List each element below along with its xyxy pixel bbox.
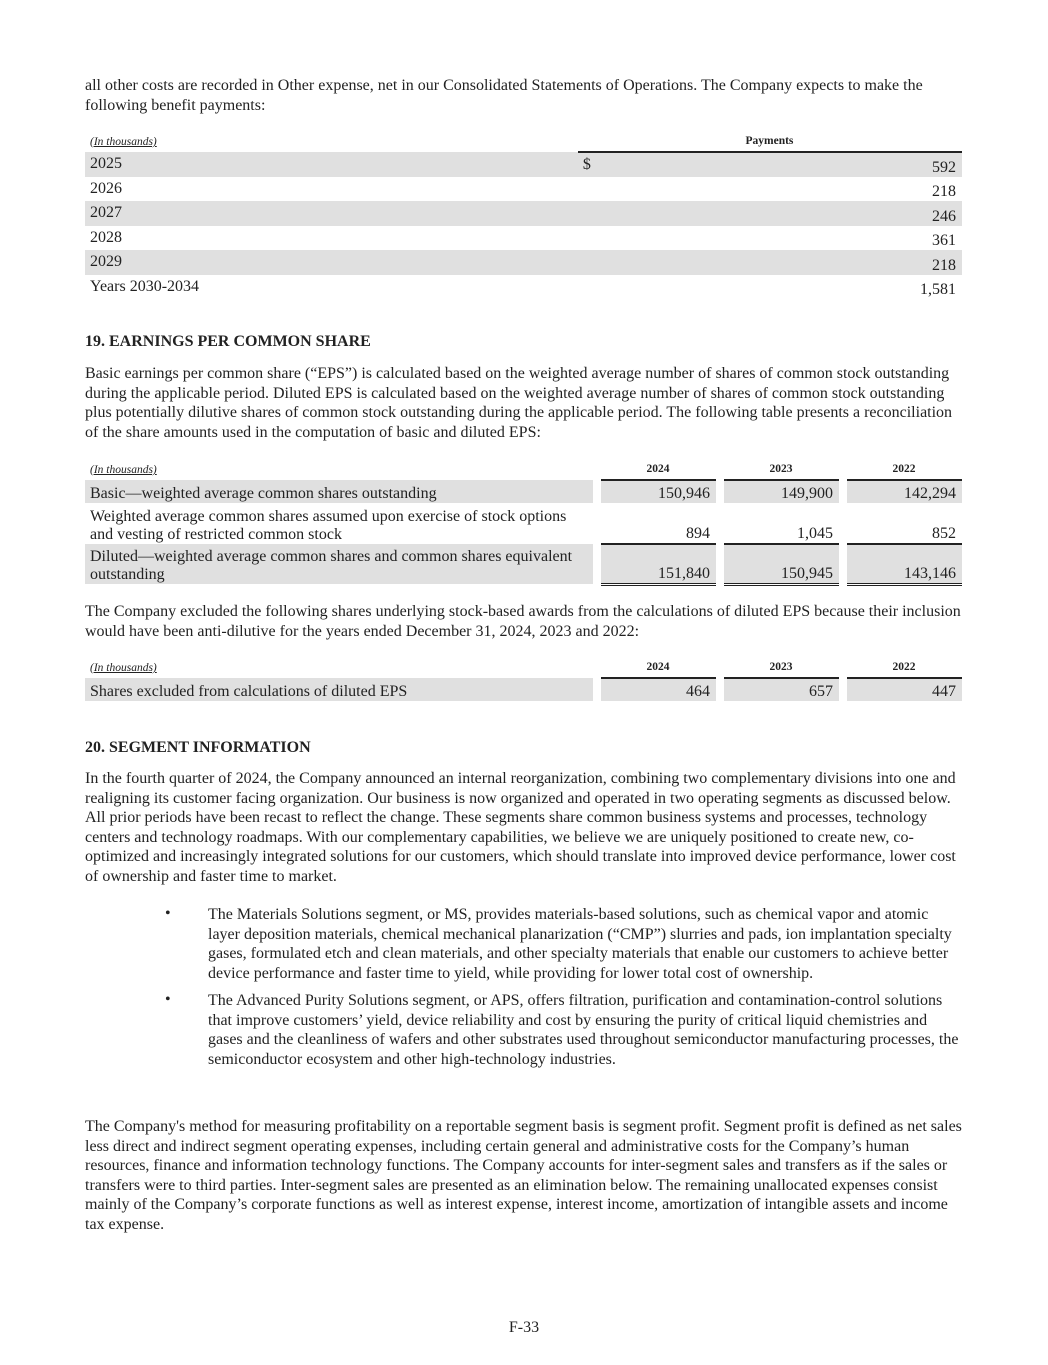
row-label: Diluted—weighted average common shares and common shares equivalent outstanding (85, 544, 593, 584)
spacer (839, 678, 847, 701)
row-label: Shares excluded from calculations of diluted EPS (85, 678, 593, 701)
spacer (716, 658, 724, 678)
bullet-item (85, 905, 962, 983)
spacer (593, 503, 601, 544)
excluded-paragraph: The Company excluded the following shares underlying stock-based awards from the calculations of diluted EPS because their inclusion would have been anti-dilutive for the years ended December 31, 2024, 2023 and 2022: (85, 603, 961, 640)
spacer (716, 678, 724, 701)
cell-value: 142,294 (847, 480, 962, 503)
table-row (85, 544, 962, 584)
spacer (839, 460, 847, 480)
cell-value: 1,045 (724, 503, 839, 544)
benefit-payments-table (85, 132, 962, 299)
cell-value: 657 (724, 678, 839, 701)
table-row (85, 226, 962, 251)
eps-paragraph: Basic earnings per common share (“EPS”) is calculated based on the weighted average number of shares of common stock outstanding during the applicable period. Diluted EPS is calculated based on the weighted average number of shares of common stock outstanding plus potentially dilutive shares of common stock outstanding during the applicable period. The following table presents a reconciliation of the share amounts used in the computation of basic and diluted EPS: (85, 365, 953, 441)
spacer (839, 503, 847, 544)
bullet-text: The Advanced Purity Solutions segment, or APS, offers filtration, purification and contamination-control solutions that improve customers’ yield, device reliability and cost by ensuring the purity of critical liquid chemistries and gases and the cleanliness of wafers and other substrates used throughout semiconductor manufacturing processes, the semiconductor ecosystem and other high-technology industries. (208, 992, 959, 1068)
payment-value: 218 (609, 250, 962, 275)
cell-value: 150,946 (601, 480, 716, 503)
spacer (716, 503, 724, 544)
cell-value: 151,840 (601, 544, 716, 584)
table-row (85, 480, 962, 503)
row-label: Years 2030-2034 (90, 277, 200, 295)
section-heading: 20. SEGMENT INFORMATION (85, 739, 311, 756)
table-row (85, 250, 962, 275)
header-row (85, 460, 962, 480)
currency-symbol (578, 177, 609, 202)
cell-value: 852 (847, 503, 962, 544)
column-header: 2022 (847, 658, 962, 678)
segment-bullet-list (85, 905, 962, 1069)
unit-label: (In thousands) (90, 464, 157, 476)
table-row (85, 275, 962, 300)
cell-value: 447 (847, 678, 962, 701)
column-header: 2024 (601, 460, 716, 480)
unit-label: (In thousands) (90, 662, 157, 674)
segment-profit-paragraph: The Company's method for measuring profitability on a reportable segment basis is segment profit. Segment profit is defined as net sales less direct and indirect segment operating expenses, including certain general and administrative costs for the Company’s human resources, finance and information technology functions. The Company accounts for inter-segment sales and transfers as if the sales or transfers were to third parties. Inter-segment sales are presented as an elimination below. The remaining unallocated expenses consist mainly of the Company’s corporate functions as well as interest expense, interest income, amortization of intangible assets and income tax expense. (85, 1118, 962, 1233)
spacer (593, 460, 601, 480)
currency-symbol (578, 250, 609, 275)
currency-symbol (578, 201, 609, 226)
bullet-item (85, 991, 962, 1069)
unit-label: (In thousands) (90, 136, 157, 148)
row-label: 2027 (85, 201, 578, 226)
cell-value: 894 (601, 503, 716, 544)
header-row (85, 658, 962, 678)
payment-value: 1,581 (920, 281, 956, 298)
spacer (839, 480, 847, 503)
payment-value: 361 (932, 232, 956, 249)
spacer (593, 658, 601, 678)
spacer (593, 678, 601, 701)
payment-value: 592 (609, 152, 962, 177)
bullet-icon: • (165, 991, 171, 1008)
cell-value: 143,146 (847, 544, 962, 584)
row-label: 2026 (90, 179, 122, 197)
currency-symbol: $ (578, 152, 609, 177)
cell-value: 149,900 (724, 480, 839, 503)
cell-value: 464 (601, 678, 716, 701)
spacer (839, 658, 847, 678)
spacer (593, 544, 601, 584)
table-row (85, 152, 962, 177)
column-header: 2022 (847, 460, 962, 480)
currency-symbol (578, 226, 609, 251)
spacer (716, 460, 724, 480)
currency-symbol (578, 275, 609, 300)
bullet-text: The Materials Solutions segment, or MS, provides materials-based solutions, such as chemical vapor and atomic layer deposition materials, chemical mechanical planarization (“CMP”) slurries and pads, ion implantation specialty gases, formulated etch and clean materials, and other specialty materials that enable our customers to achieve better device performance and faster time to yield, while providing for lower total cost of ownership. (208, 906, 952, 982)
row-label: 2028 (90, 228, 122, 246)
column-header: 2024 (601, 658, 716, 678)
excluded-shares-table (85, 658, 962, 701)
row-label: 2029 (85, 250, 578, 275)
spacer (839, 544, 847, 584)
spacer (716, 544, 724, 584)
table-row (85, 177, 962, 202)
column-header: 2023 (724, 460, 839, 480)
spacer (593, 480, 601, 503)
page-number: F-33 (508, 1319, 540, 1336)
intro-paragraph: all other costs are recorded in Other expense, net in our Consolidated Statements of Operations. The Company expects to make the following benefit payments: (85, 77, 923, 114)
eps-reconciliation-table (85, 460, 962, 586)
column-header: 2023 (724, 658, 839, 678)
spacer (716, 480, 724, 503)
section-heading: 19. EARNINGS PER COMMON SHARE (85, 333, 371, 350)
payment-value: 246 (609, 201, 962, 226)
table-row (85, 678, 962, 701)
payment-value: 218 (932, 183, 956, 200)
table-row (85, 503, 962, 544)
row-label: 2025 (85, 152, 578, 177)
row-label: Basic—weighted average common shares outstanding (85, 480, 593, 503)
table-row (85, 201, 962, 226)
row-label: Weighted average common shares assumed upon exercise of stock options and vesting of restricted common stock (90, 508, 567, 543)
cell-value: 150,945 (724, 544, 839, 584)
segment-paragraph: In the fourth quarter of 2024, the Company announced an internal reorganization, combining two complementary divisions into one and realigning its customer facing organization. Our business is now organized and operated in two operating segments as discussed below. All prior periods have been recast to reflect the change. These segments share common business systems and processes, technology centers and technology roadmaps. With our complementary capabilities, we believe we are uniquely positioned to create new, co-optimized and increasingly integrated solutions for our customers, which should translate into improved device performance, lower cost of ownership and faster time to market. (85, 770, 956, 885)
column-header: Payments (578, 132, 962, 152)
bullet-icon: • (165, 905, 171, 922)
